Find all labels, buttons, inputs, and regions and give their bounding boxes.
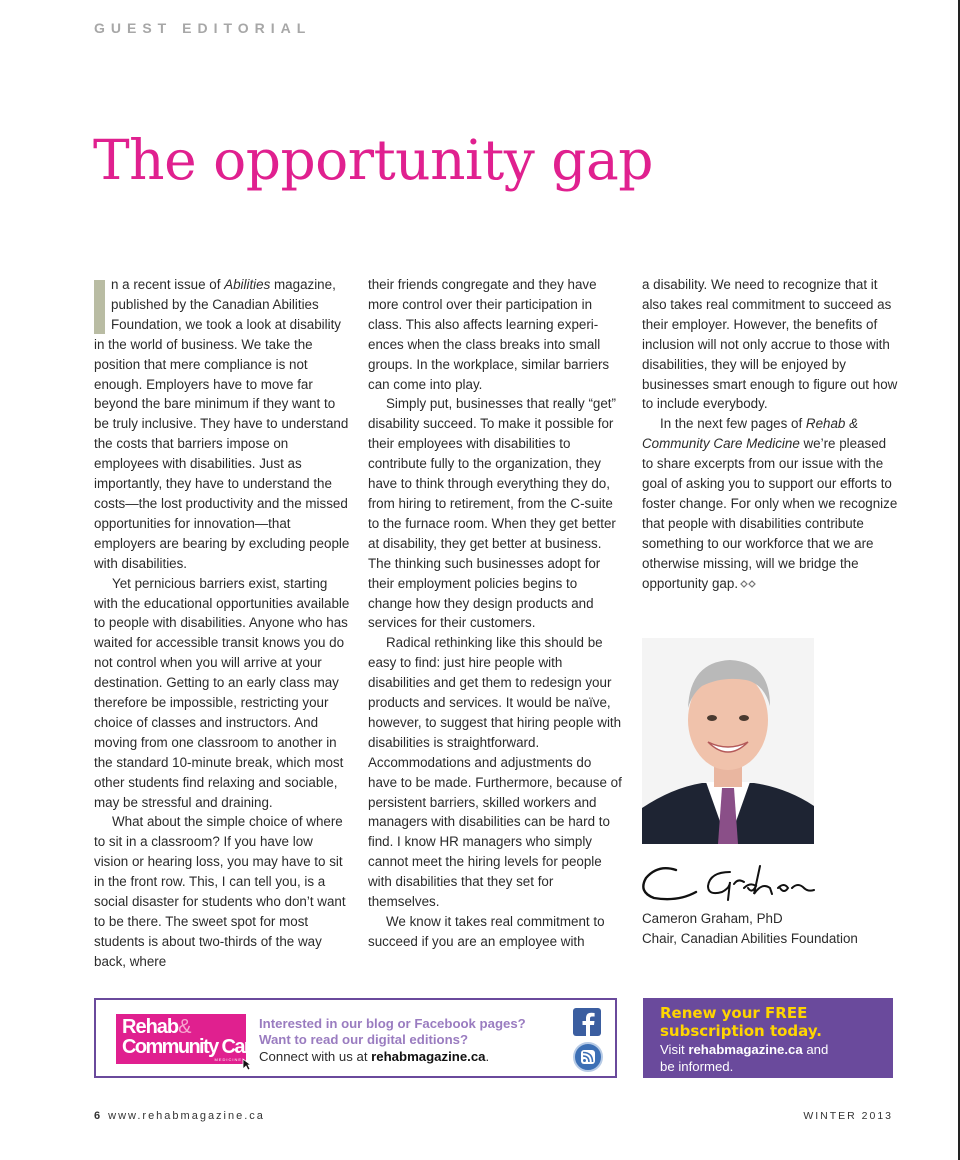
- page-number: 6: [94, 1110, 101, 1122]
- connect-link[interactable]: rehabmagazine.ca: [371, 1049, 486, 1064]
- paragraph: What about the simple choice of where to sit in a classroom? If you have low vision or hearing loss, you may have to sit in the front row. This, I can tell you, is a social disaster for students who don’t want to be there. The sweet spot for most students is about two-thirds of the way back, where: [94, 814, 346, 969]
- paragraph: We know it takes real commitment to succeed if you are an employee with: [368, 914, 605, 949]
- logo-line3: MEDICINE: [214, 1057, 242, 1062]
- renew-visit: Visit: [660, 1042, 689, 1057]
- paragraph: Radical rethinking like this should be easy to find: just hire people with disabilities and get them to redesign your products and services. It would be naïve, however, to suggest that hiring people with disabilities is straightforward. Accommodations and adjustments do have to be made. Furthermore, because of persistent barriers, skilled workers and managers with disabilities can be hard to find. I know HR managers who simply cannot meet the hiring levels for people with disabilities that they set for themselves.: [368, 635, 622, 910]
- paragraph: n a recent issue of Abilities magazine, published by the Canadian Abilities Foundation, we took a look at disability in the world of business. We take the position that mere compliance is not enough. Employers have to move far beyond the bare minimum if they want to be truly inclusive. They have to understand the costs that barriers impose on employees with disabilities. Just as importantly, they have to understand the costs—the lost productivity and the missed opportunities for innovation—that employers are bearing by excluding people with disabilities.: [94, 277, 350, 571]
- signature-image: [638, 858, 833, 908]
- logo-word-rehab: Rehab: [122, 1016, 179, 1038]
- rehab-logo[interactable]: [116, 1014, 260, 1064]
- renew-subscription-box[interactable]: [643, 998, 893, 1078]
- renew-and: and: [802, 1042, 829, 1057]
- article-column-1: [94, 275, 350, 972]
- logo-line2: Community Care: [122, 1036, 260, 1058]
- renew-link[interactable]: rehabmagazine.ca: [688, 1042, 803, 1057]
- drop-cap: [94, 280, 105, 334]
- promo-box: [94, 998, 617, 1078]
- page-title: The opportunity gap: [93, 128, 653, 192]
- author-photo: [642, 638, 814, 844]
- footer-url[interactable]: www.rehabmagazine.ca: [108, 1110, 265, 1122]
- promo-connect: [259, 1049, 489, 1064]
- connect-text: Connect with us at: [259, 1049, 372, 1064]
- author-title: Chair, Canadian Abilities Foundation: [642, 931, 858, 946]
- paragraph: a disability. We need to recognize that it also takes real commitment to succeed as their employer. However, the benefits of inclusion will not only accrue to those with disabilities, they will be enjoyed by businesses smart enough to figure out how to include everybody.: [642, 277, 898, 412]
- logo-ampersand: &: [178, 1016, 191, 1038]
- paragraph: Yet pernicious barriers exist, starting with the educational opportunities available to people with disabilities. Anyone who has waited for accessible transit knows you do not control when you will arrive at your destination. Getting to an early class may therefore be impossible, restricting your choice of classes and instructors. And moving from one classroom to another in the standard 10-minute break, which most other students find relaxing and sociable, may be stressful and draining.: [94, 575, 350, 810]
- footer-issue: WINTER 2013: [803, 1110, 893, 1122]
- article-column-2: [368, 275, 624, 952]
- facebook-icon[interactable]: [573, 1008, 601, 1036]
- promo-question-1: Interested in our blog or Facebook pages?: [259, 1016, 526, 1031]
- cursor-icon: [242, 1058, 252, 1071]
- paragraph: Simply put, businesses that really “get” disability succeed. To make it possible for their employees with disabilities to contribute fully to the organization, they have to think through everything they do, from hiring to retirement, from the C-suite to the furnace room. When they get better at disability, they get better at business. The thinking such businesses adopt for their employment policies begins to change how they design products and services for their customers.: [368, 396, 616, 631]
- paragraph-text: In the next few pages of Rehab & Community Care Medicine we’re pleased to share excerpts from our issue with the goal of asking you to support our efforts to foster change. For only when we recognize that people with disabilities contribute something to our workforce that we are otherwise missing, will we bridge the opportunity gap.: [642, 416, 898, 591]
- end-mark-icon: [740, 579, 756, 589]
- connect-end: .: [485, 1049, 490, 1064]
- renew-headline-2: subscription today.: [660, 1022, 822, 1040]
- paragraph: their friends congregate and they have more control over their participation in class. This also affects learning experi-ences when the class breaks into small groups. In the workplace, similar barriers can come into play.: [368, 277, 610, 392]
- promo-question-2: Want to read our digital editions?: [259, 1032, 469, 1047]
- article-column-3: [642, 275, 898, 594]
- paragraph: [642, 414, 898, 593]
- author-name: Cameron Graham, PhD: [642, 911, 783, 926]
- rss-icon[interactable]: [573, 1042, 603, 1072]
- renew-text-2: be informed.: [660, 1059, 734, 1074]
- footer-left: [94, 1110, 265, 1122]
- renew-text-1: [660, 1042, 828, 1057]
- renew-headline-1: Renew your FREE: [660, 1004, 808, 1022]
- section-label: GUEST EDITORIAL: [94, 20, 312, 36]
